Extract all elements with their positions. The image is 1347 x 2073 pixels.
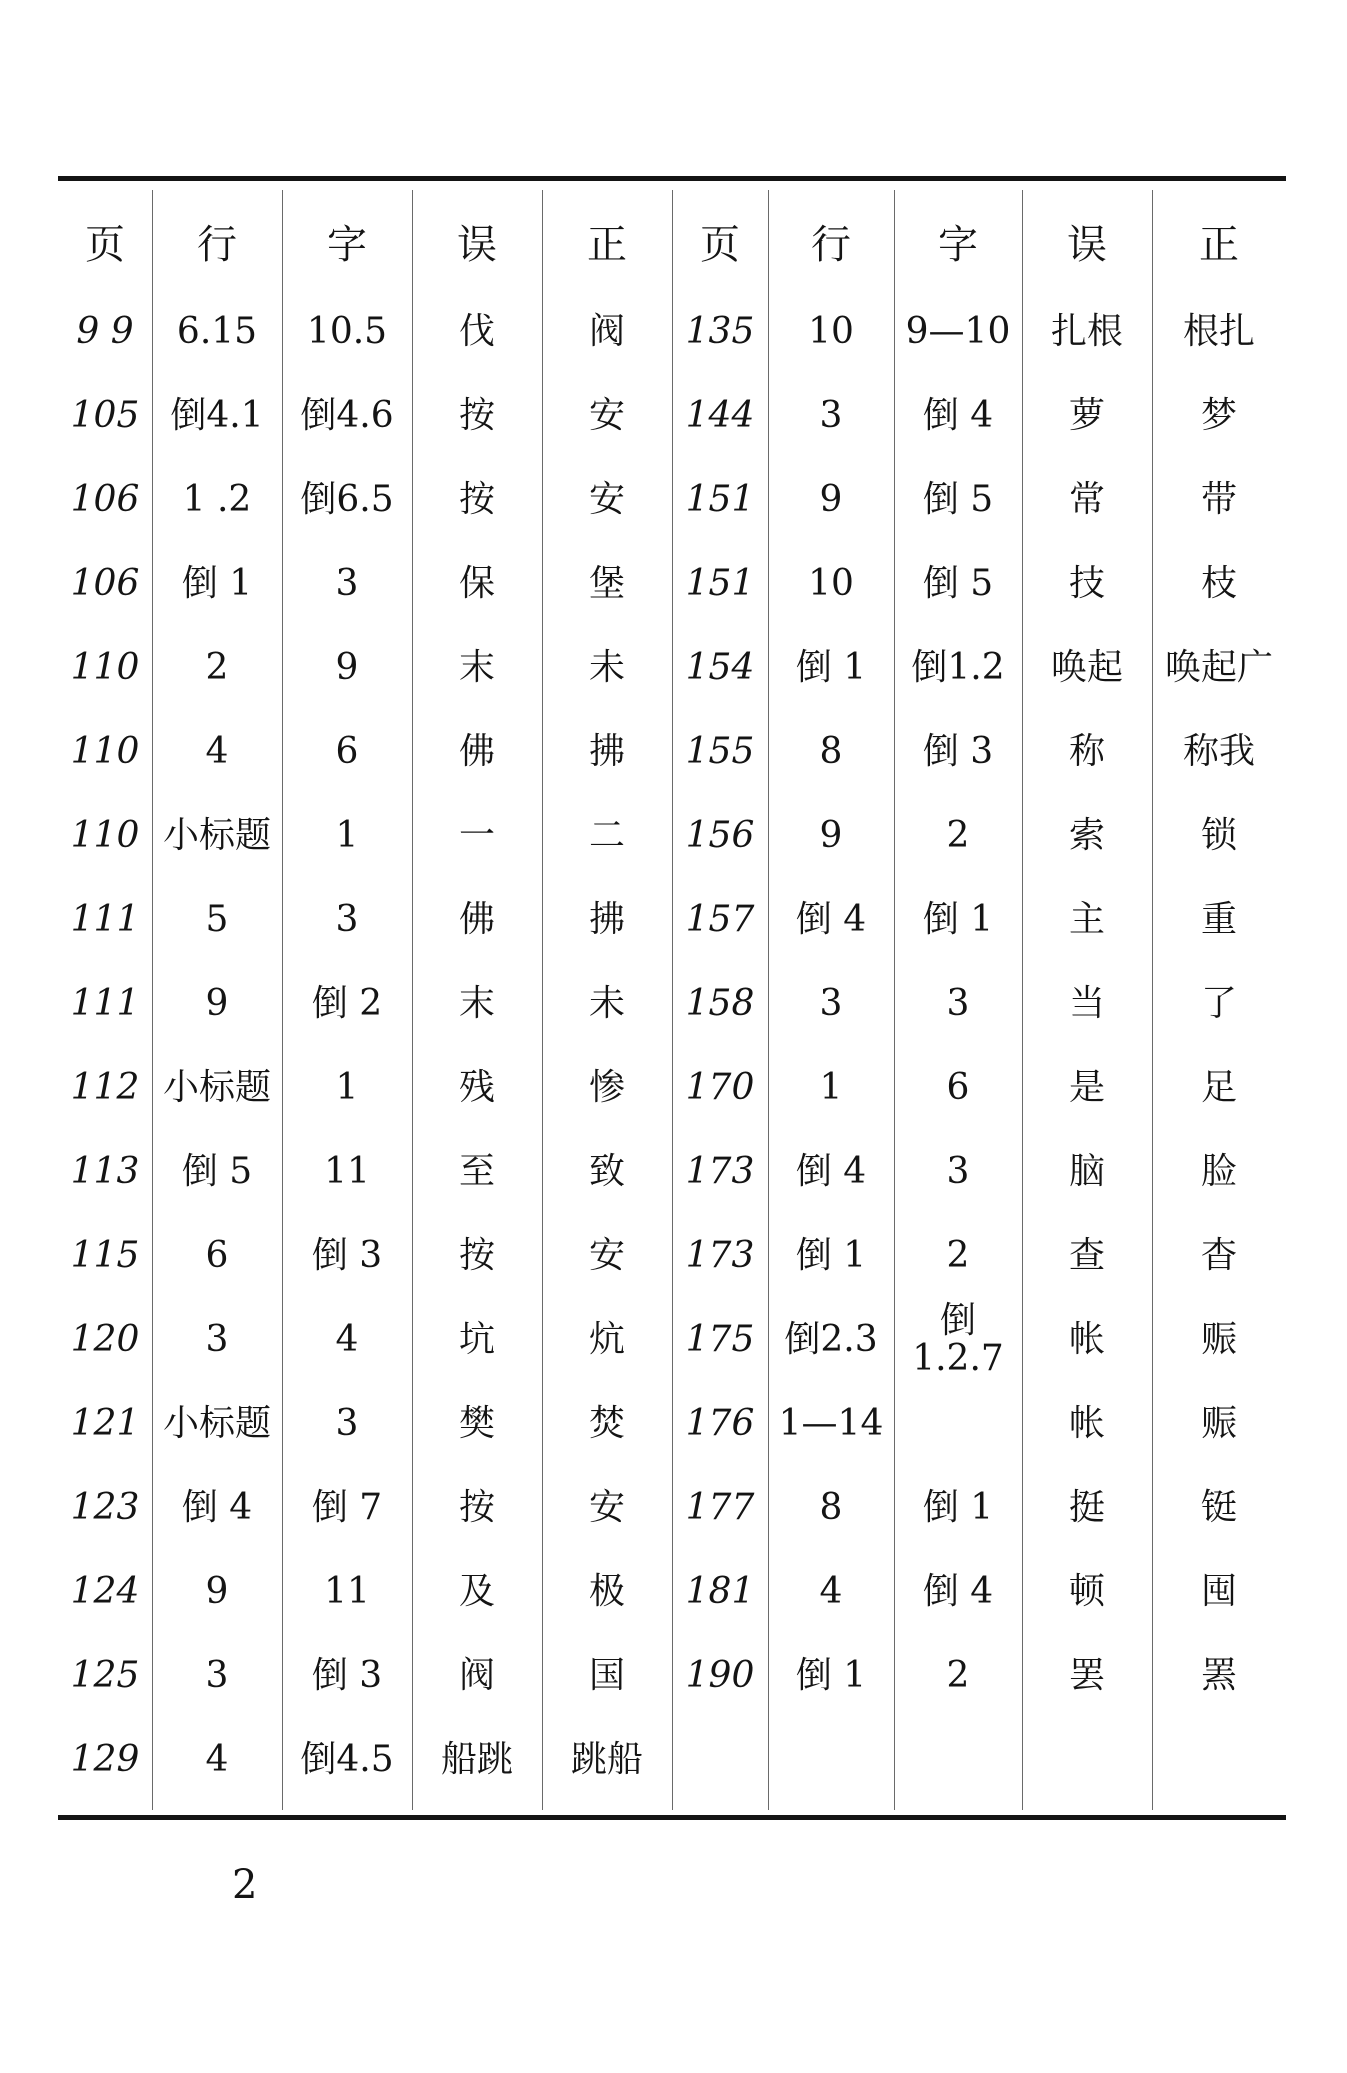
cell-wrong: 佛 — [458, 899, 495, 941]
column-header: 字 — [327, 222, 367, 268]
cell-right: 根扎 — [1182, 311, 1255, 353]
cell-right: 赈 — [1200, 1319, 1237, 1361]
cell-right: 跳船 — [570, 1739, 643, 1781]
cell-wrong: 按 — [458, 395, 495, 437]
cell-wrong: 帐 — [1068, 1319, 1105, 1361]
cell-wrong: 脑 — [1068, 1151, 1105, 1193]
cell-right: 杳 — [1200, 1235, 1237, 1277]
cell-page: 111 — [70, 983, 140, 1025]
cell-page: 110 — [70, 731, 140, 773]
table-bottom-rule — [58, 1815, 1286, 1820]
cell-char: 倒 3 — [311, 1655, 383, 1697]
column-header: 行 — [197, 222, 237, 268]
cell-right: 炕 — [588, 1319, 625, 1361]
cell-char: 1 — [335, 1067, 359, 1109]
cell-char: 11 — [324, 1571, 370, 1613]
cell-line: 倒2.3 — [784, 1319, 878, 1361]
cell-page: 177 — [685, 1487, 755, 1529]
cell-page: 111 — [70, 899, 140, 941]
cell-right: 安 — [588, 1487, 625, 1529]
cell-char: 3 — [335, 899, 359, 941]
cell-char: 2 — [946, 1235, 970, 1277]
cell-page: 173 — [685, 1151, 755, 1193]
column-header: 正 — [587, 222, 627, 268]
cell-right: 惨 — [588, 1067, 625, 1109]
cell-line: 倒 4 — [181, 1487, 253, 1529]
cell-page: 110 — [70, 815, 140, 857]
cell-right: 焚 — [588, 1403, 625, 1445]
cell-wrong: 萝 — [1068, 395, 1105, 437]
cell-page: 112 — [70, 1067, 140, 1109]
cell-wrong: 查 — [1068, 1235, 1105, 1277]
cell-char: 9—10 — [905, 311, 1011, 353]
cell-line: 9 — [819, 479, 843, 521]
cell-wrong: 称 — [1068, 731, 1105, 773]
cell-page: 125 — [70, 1655, 140, 1697]
cell-right: 未 — [588, 983, 625, 1025]
cell-wrong: 主 — [1068, 899, 1105, 941]
cell-page: 129 — [70, 1739, 140, 1781]
cell-right: 锁 — [1200, 815, 1237, 857]
cell-line: 6 — [205, 1235, 229, 1277]
cell-line: 小标题 — [162, 1403, 271, 1445]
cell-line: 1 .2 — [182, 479, 252, 521]
cell-wrong: 一 — [458, 815, 495, 857]
cell-char: 倒4.5 — [300, 1739, 394, 1781]
cell-page: 135 — [685, 311, 755, 353]
cell-right: 拂 — [588, 899, 625, 941]
column-header: 误 — [1067, 222, 1107, 268]
cell-line: 3 — [819, 983, 843, 1025]
cell-line: 倒 4 — [795, 1151, 867, 1193]
cell-page: 154 — [685, 647, 755, 689]
cell-char: 3 — [335, 563, 359, 605]
cell-char — [894, 1298, 1022, 1382]
cell-wrong: 伐 — [458, 311, 495, 353]
cell-line: 倒 1 — [795, 647, 867, 689]
cell-line: 3 — [205, 1319, 229, 1361]
column-header: 误 — [457, 222, 497, 268]
cell-page: 110 — [70, 647, 140, 689]
cell-wrong: 当 — [1068, 983, 1105, 1025]
cell-line: 1 — [819, 1067, 843, 1109]
cell-right: 枝 — [1200, 563, 1237, 605]
cell-right: 阀 — [588, 311, 625, 353]
cell-line: 10 — [808, 311, 854, 353]
cell-right: 唤起广 — [1164, 647, 1273, 689]
cell-right: 安 — [588, 1235, 625, 1277]
cell-char: 1 — [335, 815, 359, 857]
cell-right: 足 — [1200, 1067, 1237, 1109]
cell-char: 4 — [335, 1319, 359, 1361]
cell-char: 倒6.5 — [300, 479, 394, 521]
cell-page: 173 — [685, 1235, 755, 1277]
cell-line: 3 — [205, 1655, 229, 1697]
cell-page: 190 — [685, 1655, 755, 1697]
cell-wrong: 按 — [458, 1487, 495, 1529]
cell-wrong: 至 — [458, 1151, 495, 1193]
cell-right: 了 — [1200, 983, 1237, 1025]
cell-char: 倒 2 — [311, 983, 383, 1025]
cell-right: 二 — [588, 815, 625, 857]
cell-wrong: 技 — [1068, 563, 1105, 605]
cell-line: 9 — [205, 1571, 229, 1613]
cell-line: 5 — [205, 899, 229, 941]
cell-char: 6 — [946, 1067, 970, 1109]
cell-line: 10 — [808, 563, 854, 605]
cell-right: 脸 — [1200, 1151, 1237, 1193]
cell-page: 158 — [685, 983, 755, 1025]
cell-char: 倒 5 — [922, 563, 994, 605]
cell-line: 6.15 — [176, 311, 258, 353]
cell-line: 4 — [205, 731, 229, 773]
cell-line: 倒 1 — [795, 1235, 867, 1277]
cell-char: 倒 3 — [311, 1235, 383, 1277]
cell-right: 未 — [588, 647, 625, 689]
cell-line: 倒 — [939, 1300, 976, 1342]
cell-char: 3 — [946, 983, 970, 1025]
cell-page: 106 — [70, 479, 140, 521]
cell-page: 120 — [70, 1319, 140, 1361]
cell-right: 堡 — [588, 563, 625, 605]
cell-line: 倒 1 — [181, 563, 253, 605]
cell-page: 105 — [70, 395, 140, 437]
cell-line: 倒 4 — [795, 899, 867, 941]
cell-line: 2 — [205, 647, 229, 689]
cell-line: 倒 5 — [181, 1151, 253, 1193]
cell-wrong: 阀 — [458, 1655, 495, 1697]
cell-char: 倒 4 — [922, 395, 994, 437]
cell-page: 115 — [70, 1235, 140, 1277]
cell-wrong: 帐 — [1068, 1403, 1105, 1445]
cell-wrong: 按 — [458, 1235, 495, 1277]
cell-wrong: 船跳 — [440, 1739, 513, 1781]
cell-line: 小标题 — [162, 815, 271, 857]
cell-page: 124 — [70, 1571, 140, 1613]
cell-page: 151 — [685, 563, 755, 605]
cell-page: 155 — [685, 731, 755, 773]
cell-page: 175 — [685, 1319, 755, 1361]
column-header: 页 — [700, 222, 740, 268]
cell-char: 倒4.6 — [300, 395, 394, 437]
column-header: 行 — [811, 222, 851, 268]
cell-line: 4 — [819, 1571, 843, 1613]
column-header: 字 — [938, 222, 978, 268]
cell-wrong: 顿 — [1068, 1571, 1105, 1613]
cell-line: 3 — [819, 395, 843, 437]
cell-page: 144 — [685, 395, 755, 437]
cell-right: 称我 — [1182, 731, 1255, 773]
cell-wrong: 扎根 — [1050, 311, 1123, 353]
cell-char: 11 — [324, 1151, 370, 1193]
cell-right: 极 — [588, 1571, 625, 1613]
cell-page: 121 — [70, 1403, 140, 1445]
cell-right: 致 — [588, 1151, 625, 1193]
cell-line: 倒4.1 — [170, 395, 264, 437]
cell-wrong: 罢 — [1068, 1655, 1105, 1697]
table-top-rule — [58, 176, 1286, 181]
cell-page: 123 — [70, 1487, 140, 1529]
cell-char: 倒 4 — [922, 1571, 994, 1613]
column-header: 正 — [1199, 222, 1239, 268]
cell-char: 2 — [946, 1655, 970, 1697]
cell-char: 倒 1 — [922, 899, 994, 941]
cell-right: 国 — [588, 1655, 625, 1697]
cell-char: 10.5 — [306, 311, 388, 353]
cell-page: 151 — [685, 479, 755, 521]
cell-char: 倒 7 — [311, 1487, 383, 1529]
cell-line: 4 — [205, 1739, 229, 1781]
column-header: 页 — [85, 222, 125, 268]
cell-line: 8 — [819, 1487, 843, 1529]
cell-char: 倒 5 — [922, 479, 994, 521]
cell-wrong: 佛 — [458, 731, 495, 773]
cell-right: 赈 — [1200, 1403, 1237, 1445]
cell-wrong: 索 — [1068, 815, 1105, 857]
cell-char: 3 — [946, 1151, 970, 1193]
cell-char: 9 — [335, 647, 359, 689]
cell-right: 铤 — [1200, 1487, 1237, 1529]
cell-page: 9 9 — [76, 311, 134, 353]
cell-wrong: 按 — [458, 479, 495, 521]
cell-line: 8 — [819, 731, 843, 773]
cell-right: 安 — [588, 395, 625, 437]
cell-right: 罴 — [1200, 1655, 1237, 1697]
cell-wrong: 坑 — [458, 1319, 495, 1361]
cell-wrong: 及 — [458, 1571, 495, 1613]
cell-line: 小标题 — [162, 1067, 271, 1109]
cell-right: 重 — [1200, 899, 1237, 941]
cell-char: 3 — [335, 1403, 359, 1445]
cell-wrong: 挺 — [1068, 1487, 1105, 1529]
cell-right: 梦 — [1200, 395, 1237, 437]
cell-line: 9 — [819, 815, 843, 857]
cell-page: 113 — [70, 1151, 140, 1193]
cell-page: 181 — [685, 1571, 755, 1613]
cell-char: 倒 3 — [922, 731, 994, 773]
cell-wrong: 末 — [458, 647, 495, 689]
cell-wrong: 唤起 — [1050, 647, 1123, 689]
cell-char: 倒1.2 — [911, 647, 1005, 689]
cell-wrong: 保 — [458, 563, 495, 605]
cell-char: 倒 1 — [922, 1487, 994, 1529]
cell-page: 157 — [685, 899, 755, 941]
cell-wrong: 末 — [458, 983, 495, 1025]
cell-char — [894, 1382, 1022, 1466]
cell-char: 6 — [335, 731, 359, 773]
cell-right: 带 — [1200, 479, 1237, 521]
cell-right: 拂 — [588, 731, 625, 773]
cell-page: 176 — [685, 1403, 755, 1445]
cell-page: 106 — [70, 563, 140, 605]
cell-page: 156 — [685, 815, 755, 857]
cell-right: 囤 — [1200, 1571, 1237, 1613]
cell-right: 安 — [588, 479, 625, 521]
cell-wrong: 残 — [458, 1067, 495, 1109]
cell-wrong: 是 — [1068, 1067, 1105, 1109]
cell-line: 1.2.7 — [912, 1338, 1004, 1379]
cell-line: 1—14 — [778, 1403, 884, 1445]
cell-wrong: 樊 — [458, 1403, 495, 1445]
cell-char: 2 — [946, 815, 970, 857]
cell-line: 倒 1 — [795, 1655, 867, 1697]
cell-line: 9 — [205, 983, 229, 1025]
cell-wrong: 常 — [1068, 479, 1105, 521]
cell-page: 170 — [685, 1067, 755, 1109]
page-number: 2 — [232, 1862, 258, 1908]
